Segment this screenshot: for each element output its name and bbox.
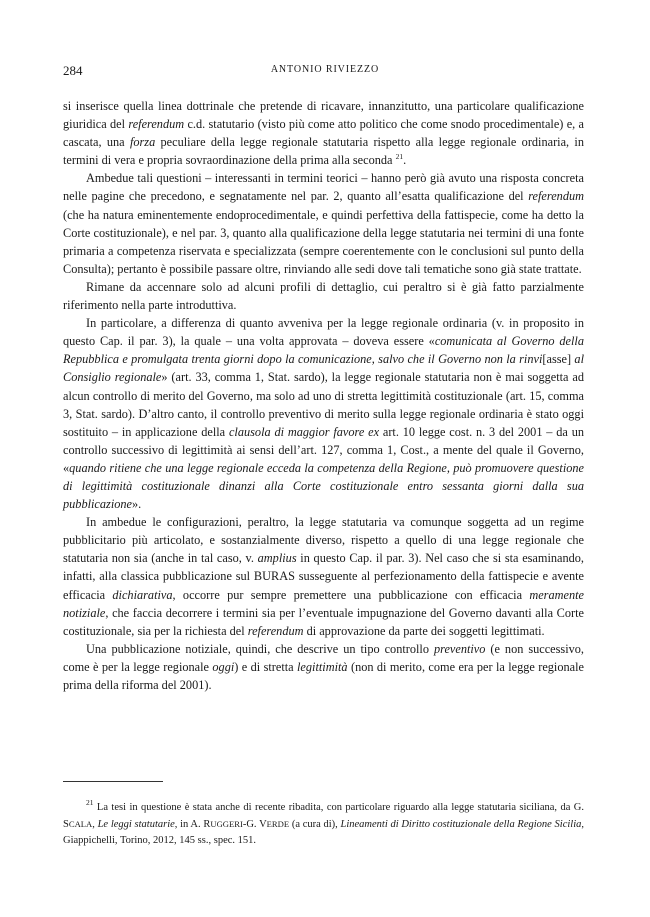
paragraph	[63, 169, 584, 278]
italic-run: referendum	[247, 623, 304, 638]
paragraph	[63, 513, 584, 640]
italic-run: referendum	[128, 117, 185, 132]
text-run: di approvazione da parte dei soggetti legittimati.	[303, 623, 545, 638]
text-run: In ambedue le configurazioni, peraltro, la legge statutaria va comunque soggetta ad un regime pubblicitario più articolato, e sostanzialmente diverso, rispetto a quello di una legge regionale che statutaria non sia (anche in tal caso, v.	[63, 515, 584, 566]
paragraph	[63, 278, 584, 314]
italic-run: meramente notiziale	[63, 587, 584, 620]
footnote-21	[63, 800, 584, 850]
paragraph	[63, 314, 584, 513]
text-run: , in A. R	[174, 819, 211, 831]
italic-run: Lineamenti di Diritto costituzionale della Regione Sicilia	[340, 819, 582, 831]
text-run: (che ha natura eminentemente endoprocedimentale, e quindi perfettiva della fattispecie, come ha detto la Corte costituzionale), e nel par. 3, quanto alla qualificazione della legge statutaria nei termini di una fonte primaria a competenza riservata e specializzata (sempre coerentemente con le conclusioni sul punto della Consulta); pertanto è possibile passare oltre, rinviando alle sedi dove tali tematiche sono già state trattate.	[63, 207, 584, 276]
text-run: In particolare, a differenza di quanto avveniva per la legge regionale ordinaria (v. in proposito in questo Cap. il par. 3), la quale – una volta approvata – doveva essere «	[63, 316, 584, 349]
footnote-separator	[63, 781, 163, 782]
text-run: » (art. 33, comma 1, Stat. sardo), la legge regionale statutaria non è mai soggetta ad alcun controllo di merito del Governo, ma solo ad uno di stretta legittimità costituzionale (art. 15, comma 3, Stat. sardo). D’altro canto, il controllo preventivo di merito sulla legge regionale ordinaria è stato oggi sostituito – in applicazione della	[63, 370, 584, 439]
text-run: art. 10 legge cost. n. 3 del 2001 – da un controllo successivo di legittimità ai sensi dell’art. 127, comma 1, Cost., a mente del quale il Governo, «	[63, 424, 584, 475]
footnote-ref: 21	[86, 798, 94, 807]
italic-run: dichiarativa	[112, 587, 173, 602]
text-run: -G. V	[242, 819, 267, 831]
italic-run: quando ritiene che una legge regionale ecceda la competenza della Regione, può promuovere questione di legittimità costituzionale dinanzi alla Corte costituzionale entro sessanta giorni dalla sua pubblicazione	[63, 460, 584, 512]
text-run: (non di merito, come era per la legge regionale prima della riforma del 2001).	[63, 659, 584, 692]
body-text	[63, 97, 584, 694]
text-run: si inserisce quella linea dottrinale che pretende di ricavare, innanzitutto, una particolare qualificazione giuridica del	[63, 99, 584, 132]
text-run: Ambedue tali questioni – interessanti in termini teorici – hanno però già avuto una risposta concreta nelle pagine che precedono, e segnatamente nel par. 2, quanto all’esatta qualificazione del	[63, 171, 584, 204]
text-run: (e non successivo, come è per la legge regionale	[63, 641, 584, 674]
text-run: ERDE	[266, 819, 290, 830]
text-run: ,	[92, 819, 98, 831]
italic-run: Le leggi statutarie	[97, 819, 175, 831]
text-run: , Giappichelli, Torino, 2012, 145 ss., spec. 151.	[63, 819, 584, 847]
italic-run: comunicata al Governo della Repubblica e promulgata trenta giorni dopo la comunicazione, salvo che il Governo non la rinvi	[63, 334, 584, 367]
text-run: ».	[132, 497, 142, 512]
text-run: in questo Cap. il par. 3). Nel caso che si sta esaminando, infatti, alla classica pubblicazione sul BURAS susseguente al perfezionamento della fattispecie e avente efficacia	[63, 551, 584, 602]
text-run: peculiare della legge regionale statutaria rispetto alla legge regionale ordinaria, in termini di vera e propria sovraordinazione della prima alla seconda	[63, 135, 584, 168]
italic-run: legittimità	[297, 659, 348, 674]
text-run: c.d. statutario (visto più come atto politico che come snodo procedimentale) e, a cascata, una	[63, 117, 584, 150]
text-run: , che faccia decorrere i termini sia per l’eventuale impugnazione del Governo davanti alla Corte costituzionale, sia per la richiesta del	[63, 605, 584, 638]
running-head: ANTONIO RIVIEZZO	[270, 64, 380, 75]
page-number: 284	[63, 63, 83, 78]
italic-run: clausola di maggior favore ex	[228, 424, 380, 439]
italic-run: preventivo	[433, 641, 486, 656]
text-run: UGGERI	[210, 819, 243, 830]
paragraph	[63, 640, 584, 694]
text-run: CALA	[68, 819, 93, 830]
italic-run: al Consiglio regionale	[63, 352, 584, 385]
italic-run: referendum	[528, 189, 584, 204]
footnote-ref: 21	[395, 152, 404, 162]
italic-run: forza	[129, 135, 156, 150]
italic-run: oggi	[212, 659, 235, 674]
text-run: (a cura di),	[289, 819, 341, 831]
text-run: Una pubblicazione notiziale, quindi, che descrive un tipo controllo	[86, 641, 434, 656]
text-run: La tesi in questione è stata anche di recente ribadita, con particolare riguardo alla legge statutaria siciliana, da G. S	[63, 802, 584, 831]
text-run: .	[403, 153, 407, 168]
text-run: ) e di stretta	[234, 659, 298, 674]
italic-run: amplius	[257, 551, 297, 566]
text-run: [asse]	[542, 352, 575, 367]
text-run: Rimane da accennare solo ad alcuni profili di dettaglio, cui peraltro si è già fatto parzialmente riferimento nella parte introduttiva.	[63, 279, 584, 313]
paragraph	[63, 97, 584, 169]
text-run: , occorre pur sempre premettere una pubblicazione con efficacia	[172, 587, 530, 602]
